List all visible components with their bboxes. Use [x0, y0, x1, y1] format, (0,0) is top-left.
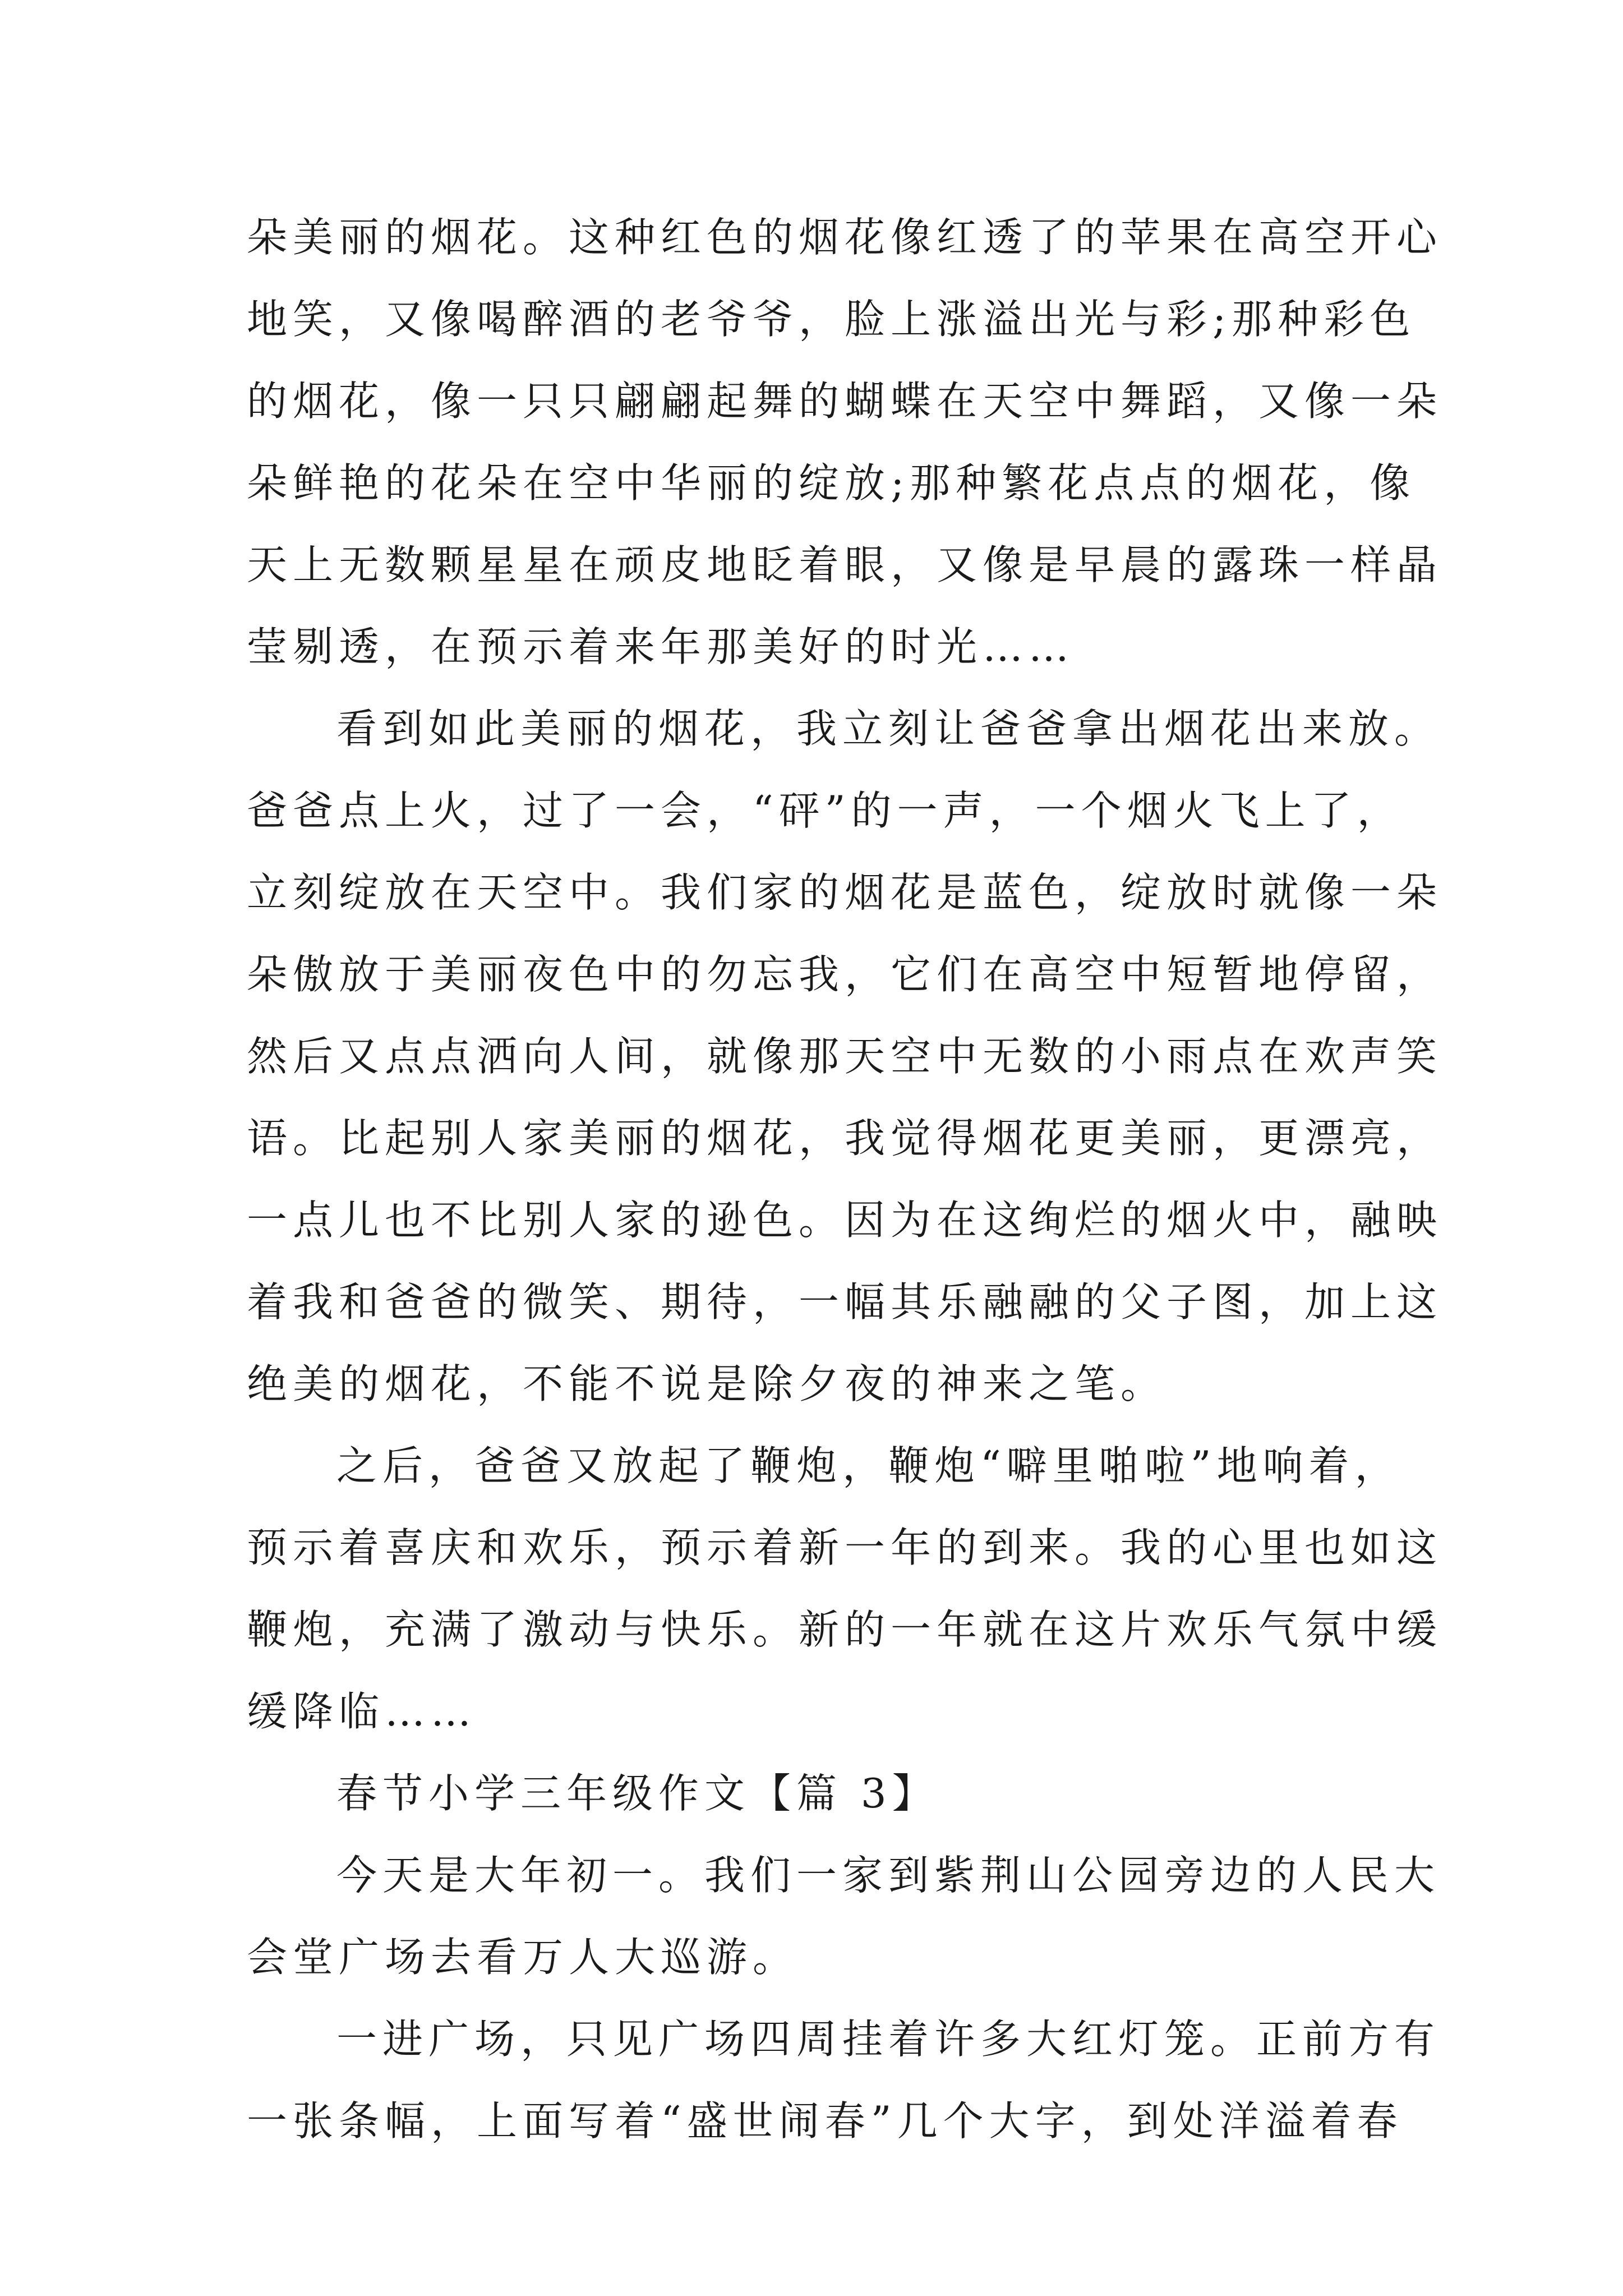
paragraph-start-line: 今天是大年初一。我们一家到紫荆山公园旁边的人民大: [336, 1852, 1441, 1899]
text-line-14: 着我和爸爸的微笑、期待，一幅其乐融融的父子图，加上这: [247, 1278, 1443, 1326]
text-line-9: 立刻绽放在天空中。我们家的烟花是蓝色，绽放时就像一朵: [247, 869, 1443, 916]
text-line-15: 绝美的烟花，不能不说是除夕夜的神来之笔。: [247, 1360, 1167, 1407]
text-line-22: 会堂广场去看万人大巡游。: [247, 1934, 799, 1981]
text-line-24: 一张条幅，上面写着“盛世闹春”几个大字，到处洋溢着春: [247, 2097, 1403, 2145]
text-line-1: 朵美丽的烟花。这种红色的烟花像红透了的苹果在高空开心: [247, 214, 1443, 261]
text-line-17: 预示着喜庆和欢乐，预示着新一年的到来。我的心里也如这: [247, 1524, 1443, 1571]
text-line-18: 鞭炮，充满了激动与快乐。新的一年就在这片欢乐气氛中缓: [247, 1606, 1443, 1653]
text-line-2: 地笑，又像喝醉酒的老爷爷，脸上涨溢出光与彩;那种彩色: [247, 296, 1416, 343]
text-line-11: 然后又点点洒向人间，就像那天空中无数的小雨点在欢声笑: [247, 1033, 1443, 1080]
text-line-19: 缓降临……: [247, 1688, 477, 1735]
document-body: [247, 196, 1443, 2162]
text-line-3: 的烟花，像一只只翩翩起舞的蝴蝶在天空中舞蹈，又像一朵: [247, 378, 1443, 425]
text-line-12: 语。比起别人家美丽的烟花，我觉得烟花更美丽，更漂亮，: [247, 1115, 1443, 1162]
paragraph-start-line: 一进广场，只见广场四周挂着许多大红灯笼。正前方有: [336, 2016, 1441, 2063]
paragraph-start-line: 看到如此美丽的烟花，我立刻让爸爸拿出烟花出来放。: [336, 705, 1441, 752]
text-line-4: 朵鲜艳的花朵在空中华丽的绽放;那种繁花点点的烟花，像: [247, 459, 1416, 507]
text-line-8: 爸爸点上火，过了一会，“砰”的一声，一个烟火飞上了，: [247, 787, 1403, 834]
paragraph-start-line: 之后，爸爸又放起了鞭炮，鞭炮“噼里啪啦”地响着，: [336, 1442, 1401, 1489]
text-line-5: 天上无数颗星星在顽皮地眨着眼，又像是早晨的露珠一样晶: [247, 541, 1443, 588]
text-line-13: 一点儿也不比别人家的逊色。因为在这绚烂的烟火中，融映: [247, 1197, 1443, 1244]
text-line-6: 莹剔透，在预示着来年那美好的时光……: [247, 623, 1075, 670]
text-line-10: 朵傲放于美丽夜色中的勿忘我，它们在高空中短暂地停留，: [247, 951, 1443, 998]
section-heading: 春节小学三年级作文【篇 3】: [336, 1770, 938, 1817]
